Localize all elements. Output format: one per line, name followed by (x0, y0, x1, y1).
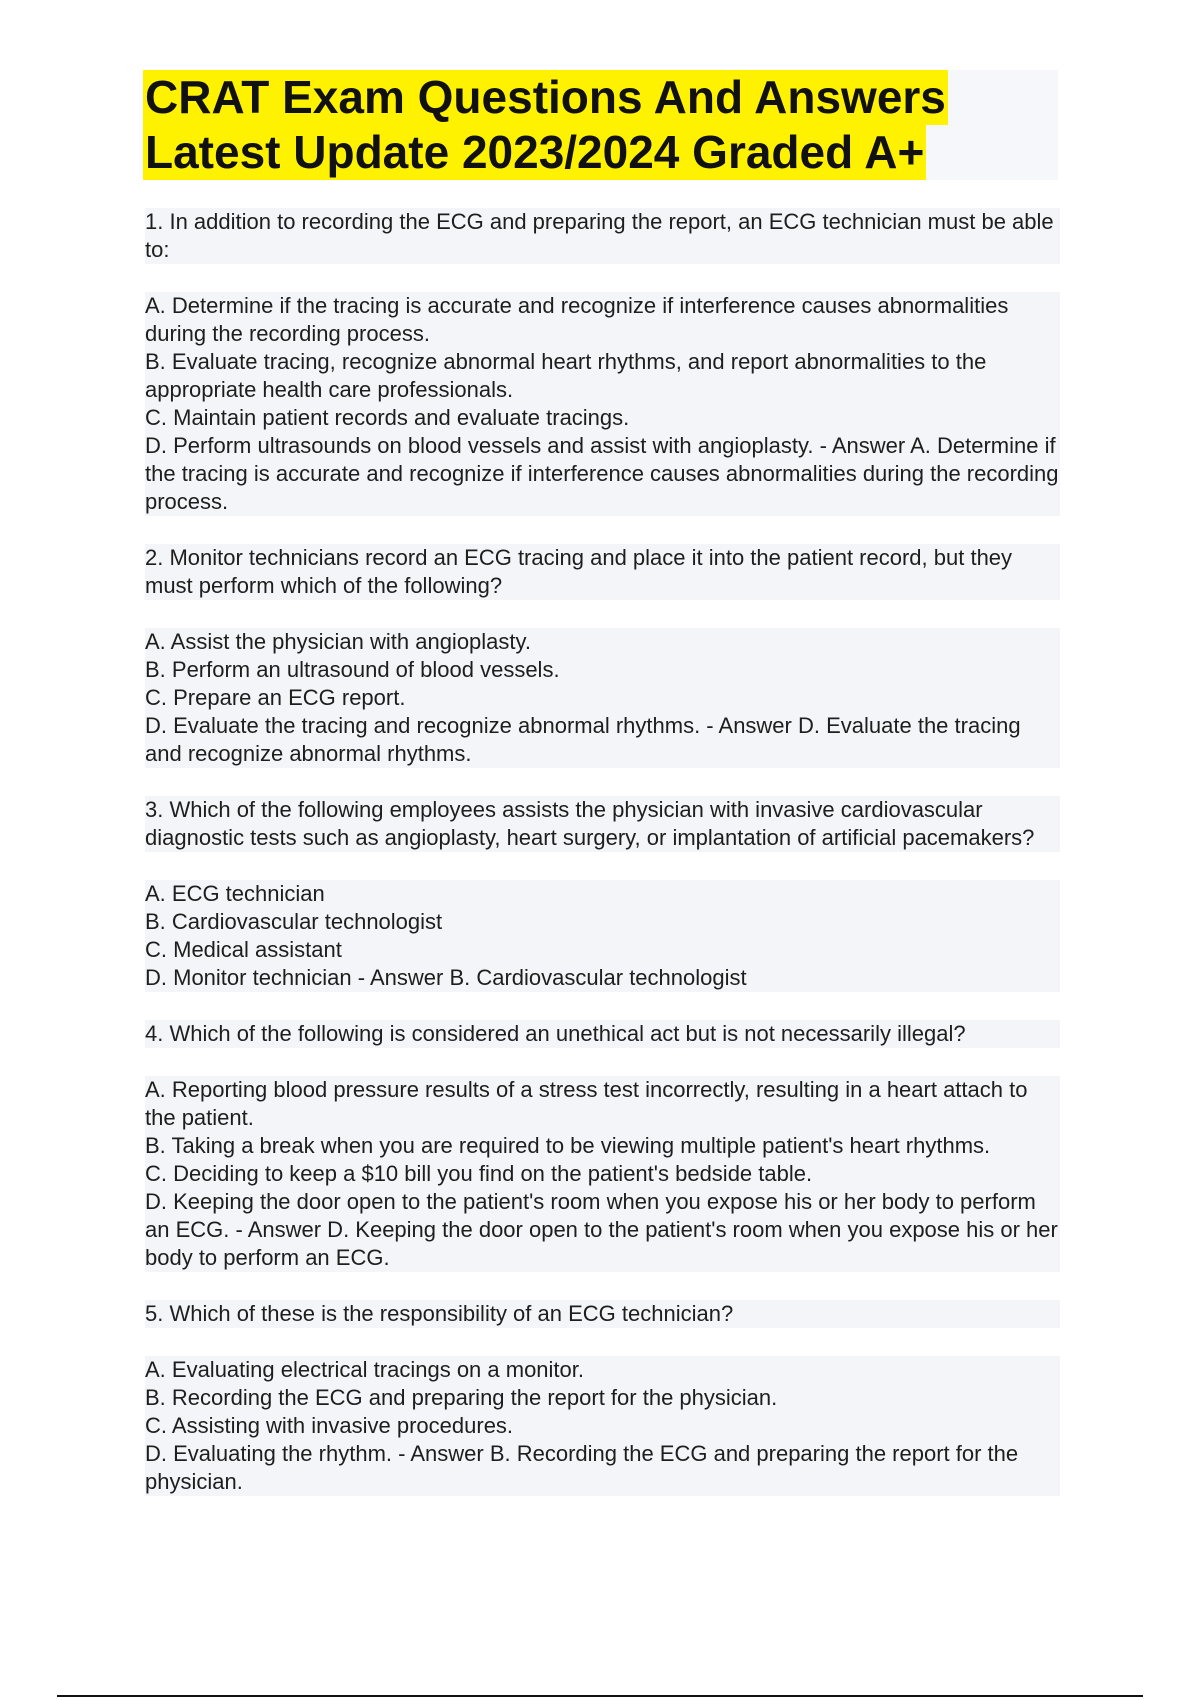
option-d-answer: D. Perform ultrasounds on blood vessels and assist with angioplasty. - Answer A. Determine if the tracing is accurate and recognize if interference causes abnormalities during the recording process. (145, 433, 1059, 514)
title-line-2: Latest Update 2023/2024 Graded A+ (145, 126, 925, 178)
option-b: B. Recording the ECG and preparing the report for the physician. (145, 1384, 1060, 1412)
option-a: A. Evaluating electrical tracings on a monitor. (145, 1356, 1060, 1384)
option-b: B. Evaluate tracing, recognize abnormal heart rhythms, and report abnormalities to the appropriate health care professionals. (145, 348, 1060, 404)
option-c: C. Prepare an ECG report. (145, 684, 1060, 712)
option-d-answer: D. Evaluate the tracing and recognize abnormal rhythms. - Answer D. Evaluate the tracing and recognize abnormal rhythms. (145, 712, 1060, 768)
option-d-answer: D. Evaluating the rhythm. - Answer B. Recording the ECG and preparing the report for the physician. (145, 1440, 1060, 1496)
document-title (143, 70, 1058, 180)
question-3 (145, 796, 1060, 992)
question-text: 4. Which of the following is considered an unethical act but is not necessarily illegal? (145, 1020, 1060, 1048)
option-c: C. Maintain patient records and evaluate tracings. (145, 404, 1060, 432)
question-text: 3. Which of the following employees assists the physician with invasive cardiovascular diagnostic tests such as angioplasty, heart surgery, or implantation of artificial pacemakers? (145, 796, 1060, 852)
option-b: B. Taking a break when you are required to be viewing multiple patient's heart rhythms. (145, 1132, 1060, 1160)
option-d-answer: D. Monitor technician - Answer B. Cardiovascular technologist (145, 964, 1060, 992)
title-line-1: CRAT Exam Questions And Answers (145, 71, 946, 123)
option-c: C. Medical assistant (145, 936, 1060, 964)
question-2 (145, 544, 1060, 768)
option-a: A. Determine if the tracing is accurate and recognize if interference causes abnormalities during the recording process. (145, 292, 1060, 348)
option-a: A. Assist the physician with angioplasty. (145, 628, 1060, 656)
option-a: A. ECG technician (145, 880, 1060, 908)
question-text: 5. Which of these is the responsibility of an ECG technician? (145, 1300, 1060, 1328)
option-b: B. Perform an ultrasound of blood vessels. (145, 656, 1060, 684)
footer-divider (57, 1695, 1143, 1697)
option-d-answer: D. Keeping the door open to the patient's room when you expose his or her body to perform an ECG. - Answer D. Keeping the door open to the patient's room when you expose his or her body to perform an ECG. (145, 1188, 1060, 1272)
question-text: 1. In addition to recording the ECG and preparing the report, an ECG technician must be able to: (145, 208, 1060, 264)
question-5 (145, 1300, 1060, 1496)
option-a: A. Reporting blood pressure results of a stress test incorrectly, resulting in a heart attach to the patient. (145, 1076, 1060, 1132)
question-4 (145, 1020, 1060, 1272)
option-c: C. Deciding to keep a $10 bill you find on the patient's bedside table. (145, 1160, 1060, 1188)
questions-list (145, 208, 1060, 1524)
question-1 (145, 208, 1060, 516)
question-text: 2. Monitor technicians record an ECG tracing and place it into the patient record, but they must perform which of the following? (145, 544, 1060, 600)
option-c: C. Assisting with invasive procedures. (145, 1412, 1060, 1440)
option-b: B. Cardiovascular technologist (145, 908, 1060, 936)
